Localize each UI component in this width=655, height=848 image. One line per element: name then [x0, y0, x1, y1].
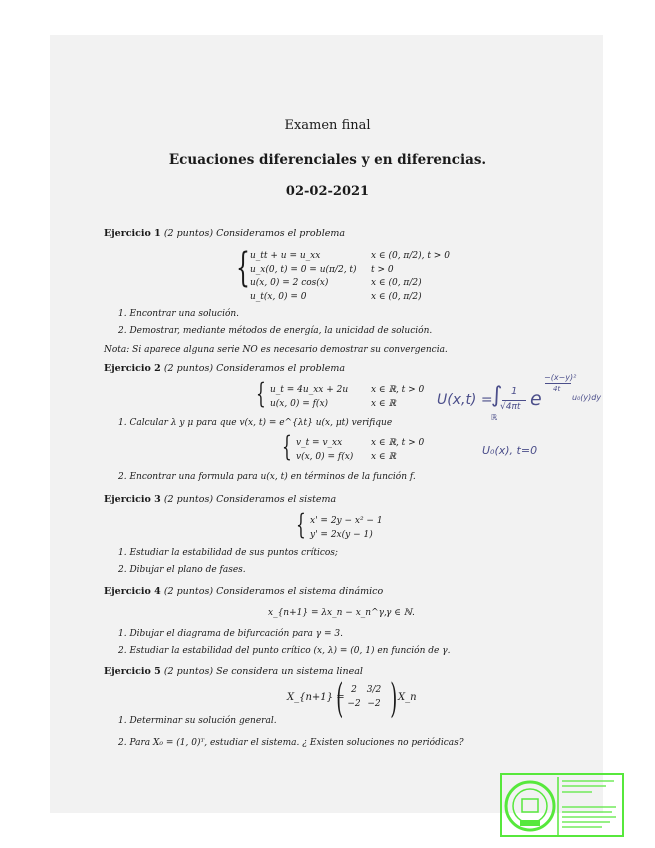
exam-title: Examen final	[284, 118, 371, 133]
exercise-4-item-1: 1. Dibujar el diagrama de bifurcación para γ = 3.	[118, 629, 343, 639]
matrix-cell: −2	[367, 698, 381, 709]
condition-line: x ∈ ℝ	[371, 398, 396, 409]
matrix-left-paren: (	[336, 676, 344, 722]
handwritten-note: U₀(x), t=0	[482, 444, 538, 457]
equation-line: u_x(0, t) = 0 = u(π/2, t)	[250, 264, 357, 275]
matrix-cell: 2	[351, 685, 357, 695]
equation-line: u_tt + u = u_xx	[250, 251, 321, 261]
exercise-1-intro: Consideramos el problema	[216, 228, 346, 239]
handwritten-exponent-bar	[545, 383, 571, 384]
condition-line: x ∈ ℝ, t > 0	[371, 438, 425, 448]
exercise-4-equation: x_{n+1} = λx_n − x_n^γ,	[268, 608, 387, 618]
handwritten-domain: ℝ	[491, 413, 498, 422]
official-stamp	[500, 773, 624, 837]
exercise-5-label: Ejercicio 5	[104, 666, 161, 677]
handwritten-fraction-bar	[502, 400, 526, 401]
exercise-4-points: (2 puntos)	[163, 586, 214, 597]
exercise-3-item-2: 2. Dibujar el plano de fases.	[118, 565, 246, 575]
handwritten-lhs: U(x,t) =	[437, 392, 493, 408]
exercise-3-heading	[104, 494, 336, 505]
condition-line: x ∈ ℝ, t > 0	[371, 385, 425, 395]
exercise-2-label: Ejercicio 2	[104, 363, 161, 374]
exam-subtitle: Ecuaciones diferenciales y en diferencias.	[168, 152, 487, 168]
matrix-cell: −2	[347, 698, 361, 709]
exercise-2-conditions	[371, 384, 424, 411]
exercise-1-conditions	[371, 250, 450, 304]
equation-line: v_t = v_xx	[296, 438, 343, 448]
exercise-5-item-1: 1. Determinar su solución general.	[118, 716, 277, 726]
exercise-4-intro: Consideramos el sistema dinámico	[216, 586, 384, 597]
matrix-cell: 3/2	[366, 685, 382, 695]
equation-line: v(x, 0) = f(x)	[296, 451, 354, 462]
exercise-1-brace: {	[236, 245, 250, 291]
exercise-5-lhs: X_{n+1} =	[287, 692, 345, 703]
exercise-1-points: (2 puntos)	[163, 228, 214, 239]
exercise-2-brace: {	[256, 377, 266, 410]
handwritten-numerator: 1	[511, 386, 518, 397]
condition-line: x ∈ (0, π/2)	[371, 291, 422, 302]
exercise-3-item-1: 1. Estudiar la estabilidad de sus puntos críticos;	[118, 548, 338, 558]
exercise-3-intro: Consideramos el sistema	[216, 494, 337, 505]
handwritten-exponent-denominator: 4t	[553, 385, 561, 393]
exercise-3-label: Ejercicio 3	[104, 494, 161, 505]
equation-line: u_t(x, 0) = 0	[250, 291, 307, 302]
stamp-seal-icon	[502, 775, 622, 835]
equation-line: y' = 2x(y − 1)	[310, 529, 373, 540]
exercise-1-note: Nota: Si aparece alguna serie NO es necesario demostrar su convergencia.	[104, 345, 448, 355]
exercise-3-brace: {	[296, 508, 306, 541]
exercise-5-points: (2 puntos)	[163, 666, 214, 677]
exercise-1-label: Ejercicio 1	[104, 228, 161, 239]
handwritten-exponent: −(x−y)²	[544, 373, 577, 382]
condition-line: x ∈ (0, π/2), t > 0	[371, 251, 450, 261]
exercise-1-item-2: 2. Demostrar, mediante métodos de energía, la unicidad de solución.	[118, 326, 433, 336]
exercise-2-intro: Consideramos el problema	[216, 363, 346, 374]
handwritten-integral-sign: ∫	[491, 383, 503, 408]
condition-line: x ∈ (0, π/2)	[371, 278, 422, 288]
exercise-2-sub-conditions	[371, 437, 424, 464]
exercise-2-heading	[104, 363, 345, 374]
handwritten-tail: u₀(y)dy	[572, 393, 602, 402]
exercise-3-points: (2 puntos)	[163, 494, 214, 505]
exercise-1-item-1: 1. Encontrar una solución.	[118, 309, 240, 319]
exercise-2-equations	[270, 384, 348, 411]
exercise-4-heading	[104, 586, 383, 597]
exercise-2-item-2: 2. Encontrar una formula para u(x, t) en términos de la función f.	[118, 472, 416, 482]
exercise-5-item-2: 2. Para X₀ = (1, 0)ᵀ, estudiar el sistema. ¿ Existen soluciones no periódicas?	[118, 738, 464, 748]
exam-date: 02-02-2021	[285, 184, 370, 199]
exercise-1-heading	[104, 228, 345, 239]
exercise-5-heading	[104, 666, 363, 677]
exercise-2-points: (2 puntos)	[163, 363, 214, 374]
handwritten-denominator: √4πt	[500, 402, 521, 412]
equation-line: u(x, 0) = f(x)	[270, 398, 329, 409]
equation-line: u_t = 4u_xx + 2u	[270, 385, 349, 395]
exercise-4-label: Ejercicio 4	[104, 586, 161, 597]
exercise-5-intro: Se considera un sistema lineal	[216, 666, 363, 677]
exercise-4-item-2: 2. Estudiar la estabilidad del punto crítico (x, λ) = (0, 1) en función de γ.	[118, 646, 451, 656]
equation-line: u(x, 0) = 2 cos(x)	[250, 278, 329, 288]
exercise-4-condition: γ ∈ ℕ.	[386, 608, 415, 618]
handwritten-exp-base: e	[530, 388, 542, 410]
exercise-1-equations	[250, 250, 357, 304]
condition-line: x ∈ ℝ	[371, 451, 396, 462]
exercise-2-item-1: 1. Calcular λ y μ para que v(x, t) = e^{λt} u(x, μt) verifique	[118, 418, 393, 428]
exercise-5-matrix	[344, 684, 390, 711]
exercise-5-rhs: X_n	[398, 692, 417, 703]
exercise-2-sub-brace: {	[282, 430, 292, 463]
equation-line: x' = 2y − x² − 1	[310, 516, 383, 526]
matrix-right-paren: )	[390, 676, 398, 722]
exercise-2-sub-equations	[296, 437, 353, 464]
condition-line: t > 0	[371, 264, 394, 275]
exercise-3-equations	[310, 515, 383, 542]
